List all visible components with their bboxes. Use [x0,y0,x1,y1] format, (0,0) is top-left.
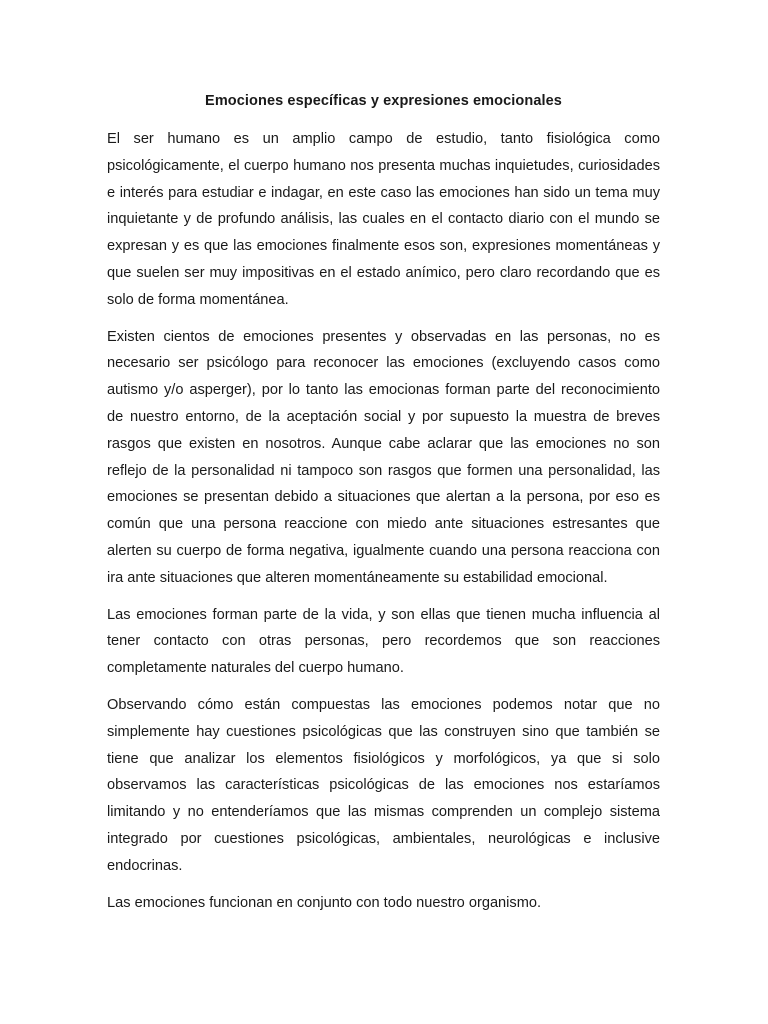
document-title: Emociones específicas y expresiones emocionales [205,93,562,109]
paragraph-1: El ser humano es un amplio campo de estudio, tanto fisiológica como psicológicamente, el cuerpo humano nos presenta muchas inquietudes, curiosidades e interés para estudiar e indagar, en este caso las emociones han sido un tema muy inquietante y de profundo análisis, las cuales en el contacto diario con el mundo se expresan y es que las emociones finalmente esos son, expresiones momentáneas y que suelen ser muy impositivas en el estado anímico, pero claro recordando que es solo de forma momentánea. [107,131,660,308]
paragraph-2: Existen cientos de emociones presentes y observadas en las personas, no es necesario ser psicólogo para reconocer las emociones (excluyendo casos como autismo y/o asperger), por lo tanto las emocionas forman parte del reconocimiento de nuestro entorno, de la aceptación social y por supuesto la muestra de breves rasgos que existen en nosotros. Aunque cabe aclarar que las emociones no son reflejo de la personalidad ni tampoco son rasgos que formen una personalidad, las emociones se presentan debido a situaciones que alertan a la persona, por eso es común que una persona reaccione con miedo ante situaciones estresantes que alerten su cuerpo de forma negativa, igualmente cuando una persona reacciona con ira ante situaciones que alteren momentáneamente su estabilidad emocional. [107,328,660,586]
paragraph-3: Las emociones forman parte de la vida, y son ellas que tienen mucha influencia al tener contacto con otras personas, pero recordemos que son reacciones completamente naturales del cuerpo humano. [107,606,660,677]
paragraph-5: Las emociones funcionan en conjunto con todo nuestro organismo. [107,894,542,911]
paragraph-4: Observando cómo están compuestas las emociones podemos notar que no simplemente hay cuestiones psicológicas que las construyen sino que también se tiene que analizar los elementos fisiológicos y morfológicos, ya que si solo observamos las características psicológicas de las emociones nos estaríamos limitando y no entenderíamos que las mismas comprenden un complejo sistema integrado por cuestiones psicológicas, ambientales, neurológicas e inclusive endocrinas. [107,696,660,874]
